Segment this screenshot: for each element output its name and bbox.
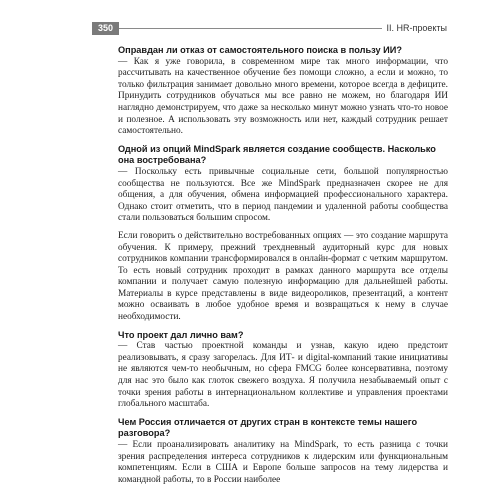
answer-3: — Став частью проектной команды и узнав, какую идею предстоит реализовывать, я сразу загорелась. Для ИТ- и digital-компаний такие инициативы не являются чем-то необычным, но сфера FMCG более консервативна, поэтому для нас это было как глоток свежего воздуха. Я получила незабываемый опыт с точки зрения работы в интернациональном коллективе и управления проектами глобального масштаба. bbox=[118, 341, 448, 410]
answer-4: — Если проанализировать аналитику на MindSpark, то есть разница с точки зрения распределения интереса сотрудников к лидерским или функциональным компетенциям. Если в США и Европе больше запросов на тему лидерства и командной работы, то в России наиболее bbox=[118, 440, 448, 485]
answer-2: — Поскольку есть привычные социальные сети, большой популярностью сообщества не пользуются. Все же MindSpark предназначен скорее не для общения, а для обучения, обмена информацией профессионального характера. Однако стоит отметить, что в период пандемии и удаленной работы сообщества стали пользоваться большим спросом. bbox=[118, 166, 448, 224]
answer-1: — Как я уже говорила, в современном мире так много информации, что рассчитывать на качественное обучение без помощи сложно, а если и можно, то только фильтрация занимает довольно много времени, которое всегда в дефиците. Принудить сотрудников обучаться мы все равно не можем, но благодаря ИИ наглядно демонстрируем, что даже за несколько минут можно узнать что-то новое и полезное. А использовать эту возможность или нет, каждый сотрудник решает самостоятельно. bbox=[118, 56, 448, 137]
answer-2-continued: Если говорить о действительно востребованных опциях — это создание маршрута обучения. К примеру, прежний трехдневный аудиторный курс для новых сотрудников компании трансформировался в онлайн-формат с четким маршрутом. То есть новый сотрудник проходит в рамках данного маршрута все отделы компании и получает самую полезную информацию для дальнейшей работы. Материалы в курсе представлены в виде видеороликов, презентаций, а контент можно осваивать в любое удобное время и возвращаться к нему в случае необходимости. bbox=[118, 230, 448, 323]
section-title: II. HR-проекты bbox=[382, 22, 447, 35]
page-number: 350 bbox=[92, 22, 119, 35]
question-4: Чем Россия отличается от других стран в контексте темы нашего разговора? bbox=[118, 416, 418, 439]
question-3: Что проект дал лично вам? bbox=[118, 329, 244, 340]
question-1: Оправдан ли отказ от самостоятельного поиска в пользу ИИ? bbox=[118, 45, 402, 55]
page-content bbox=[118, 45, 448, 486]
page-header bbox=[92, 22, 447, 36]
question-2: Одной из опций MindSpark является создание сообществ. Насколько она востребована? bbox=[118, 143, 436, 166]
